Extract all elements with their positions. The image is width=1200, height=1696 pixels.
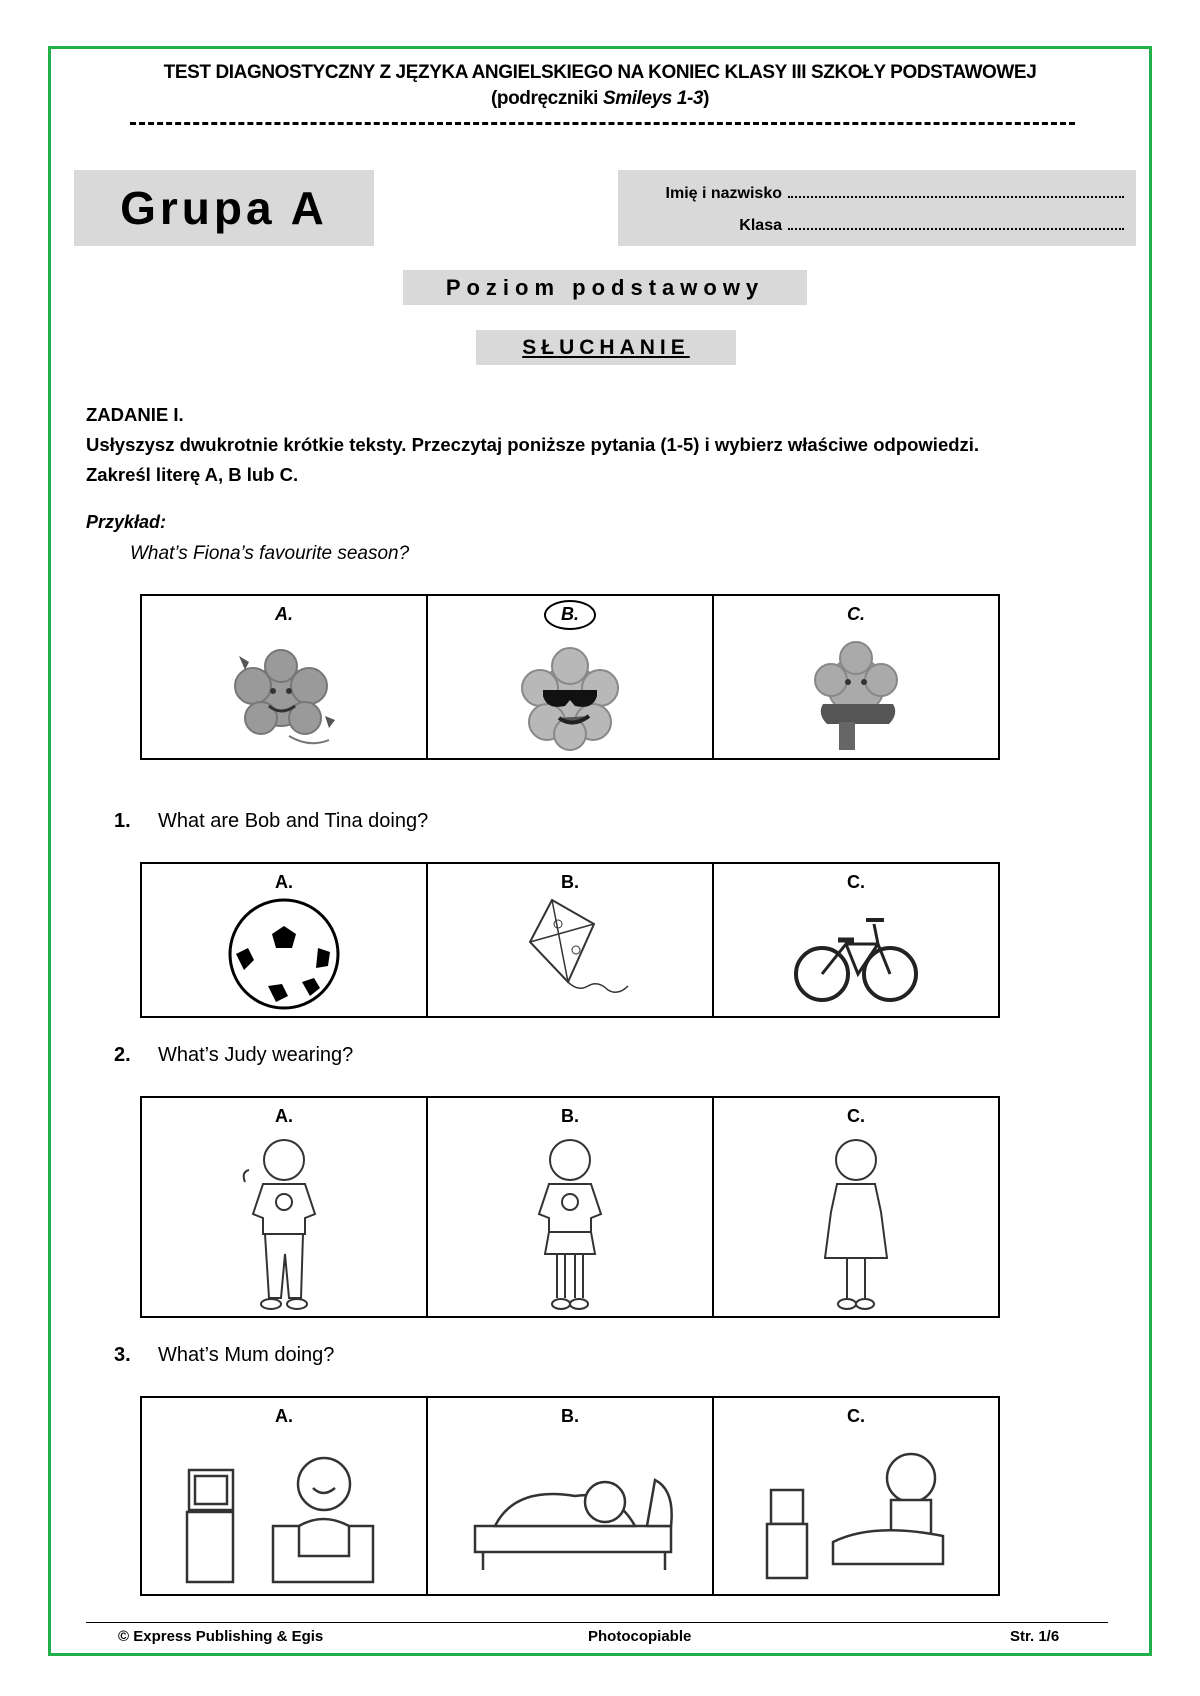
- q1-option-b[interactable]: [428, 864, 714, 1016]
- option-letter: B.: [561, 604, 579, 624]
- girl-dress-image: [714, 1132, 998, 1312]
- question-number: 2.: [114, 1044, 131, 1066]
- summer-flower-image: [428, 636, 712, 754]
- question-2: [114, 1044, 353, 1067]
- bicycle-image: [714, 894, 998, 1012]
- winter-flower-image: [714, 636, 998, 754]
- subtitle-book: Smileys 1-3: [602, 88, 704, 109]
- task-title: ZADANIE I.: [86, 404, 184, 425]
- example-option-c[interactable]: [714, 596, 998, 758]
- question-text: What’s Judy wearing?: [158, 1044, 354, 1066]
- example-option-a[interactable]: [142, 596, 428, 758]
- mum-sleeping-image: [428, 1430, 712, 1590]
- question-3-options: [140, 1396, 1000, 1596]
- header-divider: [130, 122, 1075, 125]
- option-letter: A.: [275, 872, 293, 892]
- student-info-box: [618, 170, 1136, 246]
- document-subtitle: [48, 86, 1152, 112]
- q1-option-a[interactable]: [142, 864, 428, 1016]
- document-title: TEST DIAGNOSTYCZNY Z JĘZYKA ANGIELSKIEGO NA KONIEC KLASY III SZKOŁY PODSTAWOWEJ: [163, 62, 1037, 83]
- girl-skirt-image: [428, 1132, 712, 1312]
- class-row: [739, 216, 1124, 235]
- task-instruction: Usłyszysz dwukrotnie krótkie teksty. Przeczytaj poniższe pytania (1-5) i wybierz właściwe odpowiedzi.: [86, 434, 980, 455]
- q3-option-c[interactable]: [714, 1398, 998, 1594]
- question-2-options: [140, 1096, 1000, 1318]
- name-label: Imię i nazwisko: [665, 185, 782, 202]
- mum-watching-tv-image: [142, 1430, 426, 1590]
- option-letter: B.: [561, 872, 579, 892]
- task-instruction-2: Zakreśl literę A, B lub C.: [86, 464, 299, 485]
- example-option-b[interactable]: [428, 596, 714, 758]
- question-1: [114, 810, 428, 833]
- task-block: [86, 400, 1146, 490]
- subtitle-suffix: ): [703, 88, 710, 109]
- footer-page-number: Str. 1/6: [1010, 1628, 1060, 1645]
- option-letter: C.: [847, 1106, 865, 1126]
- q3-option-a[interactable]: [142, 1398, 428, 1594]
- option-letter: C.: [847, 1406, 865, 1426]
- footer-copyright: © Express Publishing & Egis: [118, 1628, 324, 1645]
- example-label: Przykład:: [86, 512, 167, 532]
- option-letter: B.: [561, 1406, 579, 1426]
- q3-option-b[interactable]: [428, 1398, 714, 1594]
- q2-option-c[interactable]: [714, 1098, 998, 1316]
- question-3: [114, 1344, 334, 1367]
- q1-option-c[interactable]: [714, 864, 998, 1016]
- option-letter: A.: [275, 1406, 293, 1426]
- footer-divider: [86, 1622, 1108, 1623]
- section-label: SŁUCHANIE: [476, 330, 736, 365]
- question-text: What’s Mum doing?: [158, 1344, 335, 1366]
- class-label: Klasa: [739, 217, 782, 234]
- question-1-options: [140, 862, 1000, 1018]
- question-number: 3.: [114, 1344, 131, 1366]
- mum-in-bed-awake-image: [714, 1430, 998, 1590]
- football-image: [142, 894, 426, 1012]
- option-letter: C.: [847, 604, 865, 624]
- option-letter: A.: [275, 1106, 293, 1126]
- group-label: Grupa A: [74, 170, 374, 246]
- level-label: Poziom podstawowy: [403, 270, 807, 305]
- name-field[interactable]: [788, 184, 1124, 198]
- q2-option-a[interactable]: [142, 1098, 428, 1316]
- option-letter: C.: [847, 872, 865, 892]
- example-options: [140, 594, 1000, 760]
- q2-option-b[interactable]: [428, 1098, 714, 1316]
- option-letter: B.: [561, 1106, 579, 1126]
- document-header: [48, 60, 1152, 112]
- example-question: What’s Fiona’s favourite season?: [130, 543, 410, 564]
- autumn-flower-image: [142, 636, 426, 754]
- footer-photocopiable: Photocopiable: [588, 1628, 692, 1645]
- option-letter: A.: [275, 604, 293, 624]
- name-row: [666, 184, 1124, 203]
- question-text: What are Bob and Tina doing?: [158, 810, 429, 832]
- class-field[interactable]: [788, 216, 1124, 230]
- girl-trousers-image: [142, 1132, 426, 1312]
- subtitle-prefix: (podręczniki: [490, 88, 603, 109]
- kite-image: [428, 894, 712, 1012]
- question-number: 1.: [114, 810, 131, 832]
